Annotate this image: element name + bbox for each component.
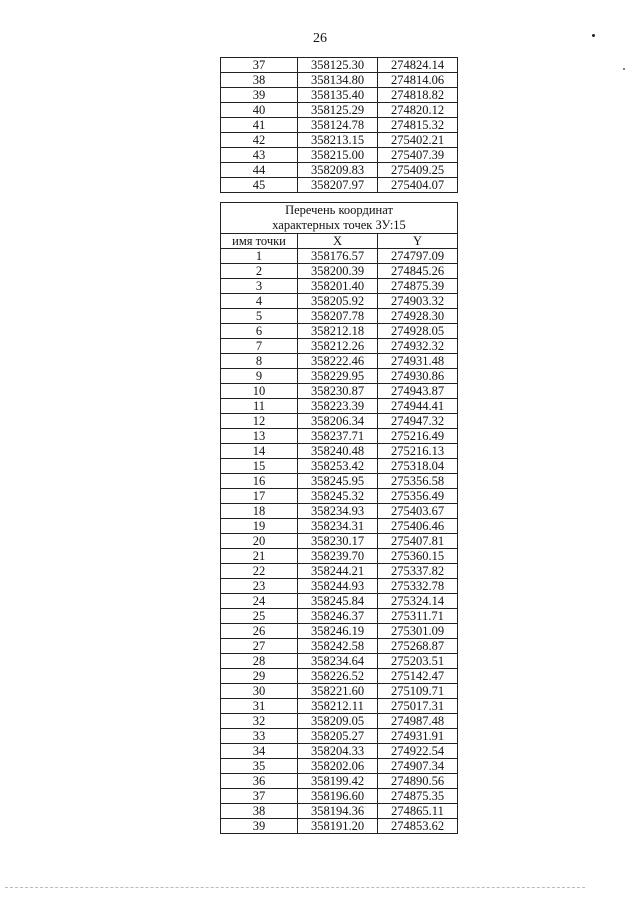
coordinates-table-continued — [220, 57, 458, 193]
y-cell: 275311.71 — [378, 609, 458, 624]
point-name-cell: 8 — [221, 354, 298, 369]
point-name-cell: 13 — [221, 429, 298, 444]
y-cell: 275403.67 — [378, 504, 458, 519]
point-name-cell: 33 — [221, 729, 298, 744]
table-row — [221, 73, 458, 88]
x-cell: 358253.42 — [298, 459, 378, 474]
point-name-cell: 37 — [221, 789, 298, 804]
x-cell: 358125.29 — [298, 103, 378, 118]
table-row — [221, 133, 458, 148]
y-cell: 274890.56 — [378, 774, 458, 789]
x-cell: 358135.40 — [298, 88, 378, 103]
y-cell: 274875.39 — [378, 279, 458, 294]
x-cell: 358176.57 — [298, 249, 378, 264]
x-cell: 358212.11 — [298, 699, 378, 714]
table-row — [221, 309, 458, 324]
table-row — [221, 459, 458, 474]
y-cell: 274903.32 — [378, 294, 458, 309]
table-row — [221, 534, 458, 549]
x-cell: 358246.37 — [298, 609, 378, 624]
table-row — [221, 579, 458, 594]
x-cell: 358242.58 — [298, 639, 378, 654]
y-cell: 274815.32 — [378, 118, 458, 133]
table-row — [221, 684, 458, 699]
y-cell: 275017.31 — [378, 699, 458, 714]
table-row — [221, 819, 458, 834]
point-name-cell: 39 — [221, 819, 298, 834]
table-row — [221, 474, 458, 489]
table-row — [221, 58, 458, 73]
y-cell: 274943.87 — [378, 384, 458, 399]
table-row — [221, 429, 458, 444]
y-cell: 275109.71 — [378, 684, 458, 699]
table-title-line1: Перечень координат — [285, 203, 393, 217]
point-name-cell: 32 — [221, 714, 298, 729]
point-name-cell: 9 — [221, 369, 298, 384]
x-cell: 358221.60 — [298, 684, 378, 699]
coordinates-table-zu15 — [220, 202, 458, 834]
point-name-cell: 42 — [221, 133, 298, 148]
table-row — [221, 729, 458, 744]
y-cell: 274922.54 — [378, 744, 458, 759]
y-cell: 274845.26 — [378, 264, 458, 279]
table-row — [221, 118, 458, 133]
table-row — [221, 804, 458, 819]
x-cell: 358213.15 — [298, 133, 378, 148]
y-cell: 274820.12 — [378, 103, 458, 118]
point-name-cell: 2 — [221, 264, 298, 279]
x-cell: 358202.06 — [298, 759, 378, 774]
point-name-cell: 20 — [221, 534, 298, 549]
header-x: X — [298, 234, 378, 249]
y-cell: 274947.32 — [378, 414, 458, 429]
table-row — [221, 654, 458, 669]
x-cell: 358234.31 — [298, 519, 378, 534]
table-row — [221, 489, 458, 504]
table-row — [221, 294, 458, 309]
scan-speck — [592, 34, 595, 37]
table-row — [221, 324, 458, 339]
table-row — [221, 103, 458, 118]
x-cell: 358222.46 — [298, 354, 378, 369]
point-name-cell: 10 — [221, 384, 298, 399]
table-title — [221, 203, 458, 234]
table-row — [221, 594, 458, 609]
table-row — [221, 178, 458, 193]
y-cell: 275356.49 — [378, 489, 458, 504]
point-name-cell: 23 — [221, 579, 298, 594]
point-name-cell: 27 — [221, 639, 298, 654]
y-cell: 275268.87 — [378, 639, 458, 654]
x-cell: 358191.20 — [298, 819, 378, 834]
x-cell: 358207.97 — [298, 178, 378, 193]
x-cell: 358245.84 — [298, 594, 378, 609]
point-name-cell: 39 — [221, 88, 298, 103]
point-name-cell: 24 — [221, 594, 298, 609]
x-cell: 358230.17 — [298, 534, 378, 549]
y-cell: 274932.32 — [378, 339, 458, 354]
y-cell: 275337.82 — [378, 564, 458, 579]
table-row — [221, 279, 458, 294]
point-name-cell: 41 — [221, 118, 298, 133]
x-cell: 358196.60 — [298, 789, 378, 804]
y-cell: 275402.21 — [378, 133, 458, 148]
x-cell: 358200.39 — [298, 264, 378, 279]
x-cell: 358245.32 — [298, 489, 378, 504]
x-cell: 358245.95 — [298, 474, 378, 489]
point-name-cell: 36 — [221, 774, 298, 789]
point-name-cell: 30 — [221, 684, 298, 699]
y-cell: 275203.51 — [378, 654, 458, 669]
x-cell: 358124.78 — [298, 118, 378, 133]
point-name-cell: 19 — [221, 519, 298, 534]
x-cell: 358234.64 — [298, 654, 378, 669]
x-cell: 358207.78 — [298, 309, 378, 324]
y-cell: 274907.34 — [378, 759, 458, 774]
table-row — [221, 249, 458, 264]
y-cell: 275142.47 — [378, 669, 458, 684]
y-cell: 274818.82 — [378, 88, 458, 103]
table-row — [221, 88, 458, 103]
y-cell: 274987.48 — [378, 714, 458, 729]
scan-edge-artifact — [5, 887, 585, 888]
header-y: Y — [378, 234, 458, 249]
x-cell: 358240.48 — [298, 444, 378, 459]
table-row — [221, 369, 458, 384]
point-name-cell: 37 — [221, 58, 298, 73]
y-cell: 274930.86 — [378, 369, 458, 384]
point-name-cell: 18 — [221, 504, 298, 519]
point-name-cell: 17 — [221, 489, 298, 504]
table-title-line2: характерных точек ЗУ:15 — [272, 218, 406, 232]
point-name-cell: 4 — [221, 294, 298, 309]
x-cell: 358239.70 — [298, 549, 378, 564]
x-cell: 358205.27 — [298, 729, 378, 744]
y-cell: 274931.91 — [378, 729, 458, 744]
point-name-cell: 25 — [221, 609, 298, 624]
table-row — [221, 774, 458, 789]
table-row — [221, 504, 458, 519]
table-row — [221, 414, 458, 429]
point-name-cell: 44 — [221, 163, 298, 178]
x-cell: 358199.42 — [298, 774, 378, 789]
y-cell: 275216.49 — [378, 429, 458, 444]
x-cell: 358125.30 — [298, 58, 378, 73]
y-cell: 274931.48 — [378, 354, 458, 369]
y-cell: 274814.06 — [378, 73, 458, 88]
y-cell: 274797.09 — [378, 249, 458, 264]
point-name-cell: 22 — [221, 564, 298, 579]
x-cell: 358229.95 — [298, 369, 378, 384]
table-row — [221, 339, 458, 354]
point-name-cell: 31 — [221, 699, 298, 714]
y-cell: 275406.46 — [378, 519, 458, 534]
point-name-cell: 28 — [221, 654, 298, 669]
x-cell: 358237.71 — [298, 429, 378, 444]
x-cell: 358212.26 — [298, 339, 378, 354]
table-row — [221, 639, 458, 654]
y-cell: 274853.62 — [378, 819, 458, 834]
y-cell: 275356.58 — [378, 474, 458, 489]
table-row — [221, 714, 458, 729]
point-name-cell: 16 — [221, 474, 298, 489]
x-cell: 358226.52 — [298, 669, 378, 684]
point-name-cell: 26 — [221, 624, 298, 639]
table-row — [221, 384, 458, 399]
point-name-cell: 7 — [221, 339, 298, 354]
table-row — [221, 624, 458, 639]
table-row — [221, 759, 458, 774]
table-row — [221, 549, 458, 564]
table-row — [221, 609, 458, 624]
x-cell: 358223.39 — [298, 399, 378, 414]
y-cell: 275407.81 — [378, 534, 458, 549]
y-cell: 274928.05 — [378, 324, 458, 339]
x-cell: 358212.18 — [298, 324, 378, 339]
y-cell: 275332.78 — [378, 579, 458, 594]
point-name-cell: 6 — [221, 324, 298, 339]
table-row — [221, 669, 458, 684]
table-row — [221, 789, 458, 804]
table-row — [221, 163, 458, 178]
point-name-cell: 12 — [221, 414, 298, 429]
y-cell: 274865.11 — [378, 804, 458, 819]
y-cell: 274928.30 — [378, 309, 458, 324]
table-row — [221, 354, 458, 369]
point-name-cell: 38 — [221, 804, 298, 819]
table-row — [221, 399, 458, 414]
x-cell: 358244.93 — [298, 579, 378, 594]
point-name-cell: 14 — [221, 444, 298, 459]
point-name-cell: 21 — [221, 549, 298, 564]
x-cell: 358234.93 — [298, 504, 378, 519]
table-row — [221, 519, 458, 534]
table-row — [221, 744, 458, 759]
y-cell: 275216.13 — [378, 444, 458, 459]
point-name-cell: 11 — [221, 399, 298, 414]
x-cell: 358246.19 — [298, 624, 378, 639]
table-row — [221, 148, 458, 163]
x-cell: 358201.40 — [298, 279, 378, 294]
y-cell: 275409.25 — [378, 163, 458, 178]
x-cell: 358204.33 — [298, 744, 378, 759]
point-name-cell: 40 — [221, 103, 298, 118]
x-cell: 358209.05 — [298, 714, 378, 729]
point-name-cell: 34 — [221, 744, 298, 759]
x-cell: 358230.87 — [298, 384, 378, 399]
x-cell: 358194.36 — [298, 804, 378, 819]
y-cell: 275318.04 — [378, 459, 458, 474]
y-cell: 275407.39 — [378, 148, 458, 163]
page-number: 26 — [313, 31, 327, 46]
header-point-name: имя точки — [221, 234, 298, 249]
point-name-cell: 38 — [221, 73, 298, 88]
point-name-cell: 3 — [221, 279, 298, 294]
point-name-cell: 15 — [221, 459, 298, 474]
x-cell: 358244.21 — [298, 564, 378, 579]
y-cell: 274944.41 — [378, 399, 458, 414]
x-cell: 358215.00 — [298, 148, 378, 163]
table-row — [221, 264, 458, 279]
x-cell: 358134.80 — [298, 73, 378, 88]
scan-speck — [623, 68, 625, 70]
point-name-cell: 5 — [221, 309, 298, 324]
table-row — [221, 699, 458, 714]
point-name-cell: 29 — [221, 669, 298, 684]
point-name-cell: 43 — [221, 148, 298, 163]
y-cell: 274824.14 — [378, 58, 458, 73]
point-name-cell: 35 — [221, 759, 298, 774]
point-name-cell: 1 — [221, 249, 298, 264]
x-cell: 358209.83 — [298, 163, 378, 178]
y-cell: 275404.07 — [378, 178, 458, 193]
x-cell: 358206.34 — [298, 414, 378, 429]
y-cell: 275301.09 — [378, 624, 458, 639]
table-row — [221, 444, 458, 459]
y-cell: 274875.35 — [378, 789, 458, 804]
table-row — [221, 564, 458, 579]
point-name-cell: 45 — [221, 178, 298, 193]
y-cell: 275324.14 — [378, 594, 458, 609]
y-cell: 275360.15 — [378, 549, 458, 564]
x-cell: 358205.92 — [298, 294, 378, 309]
